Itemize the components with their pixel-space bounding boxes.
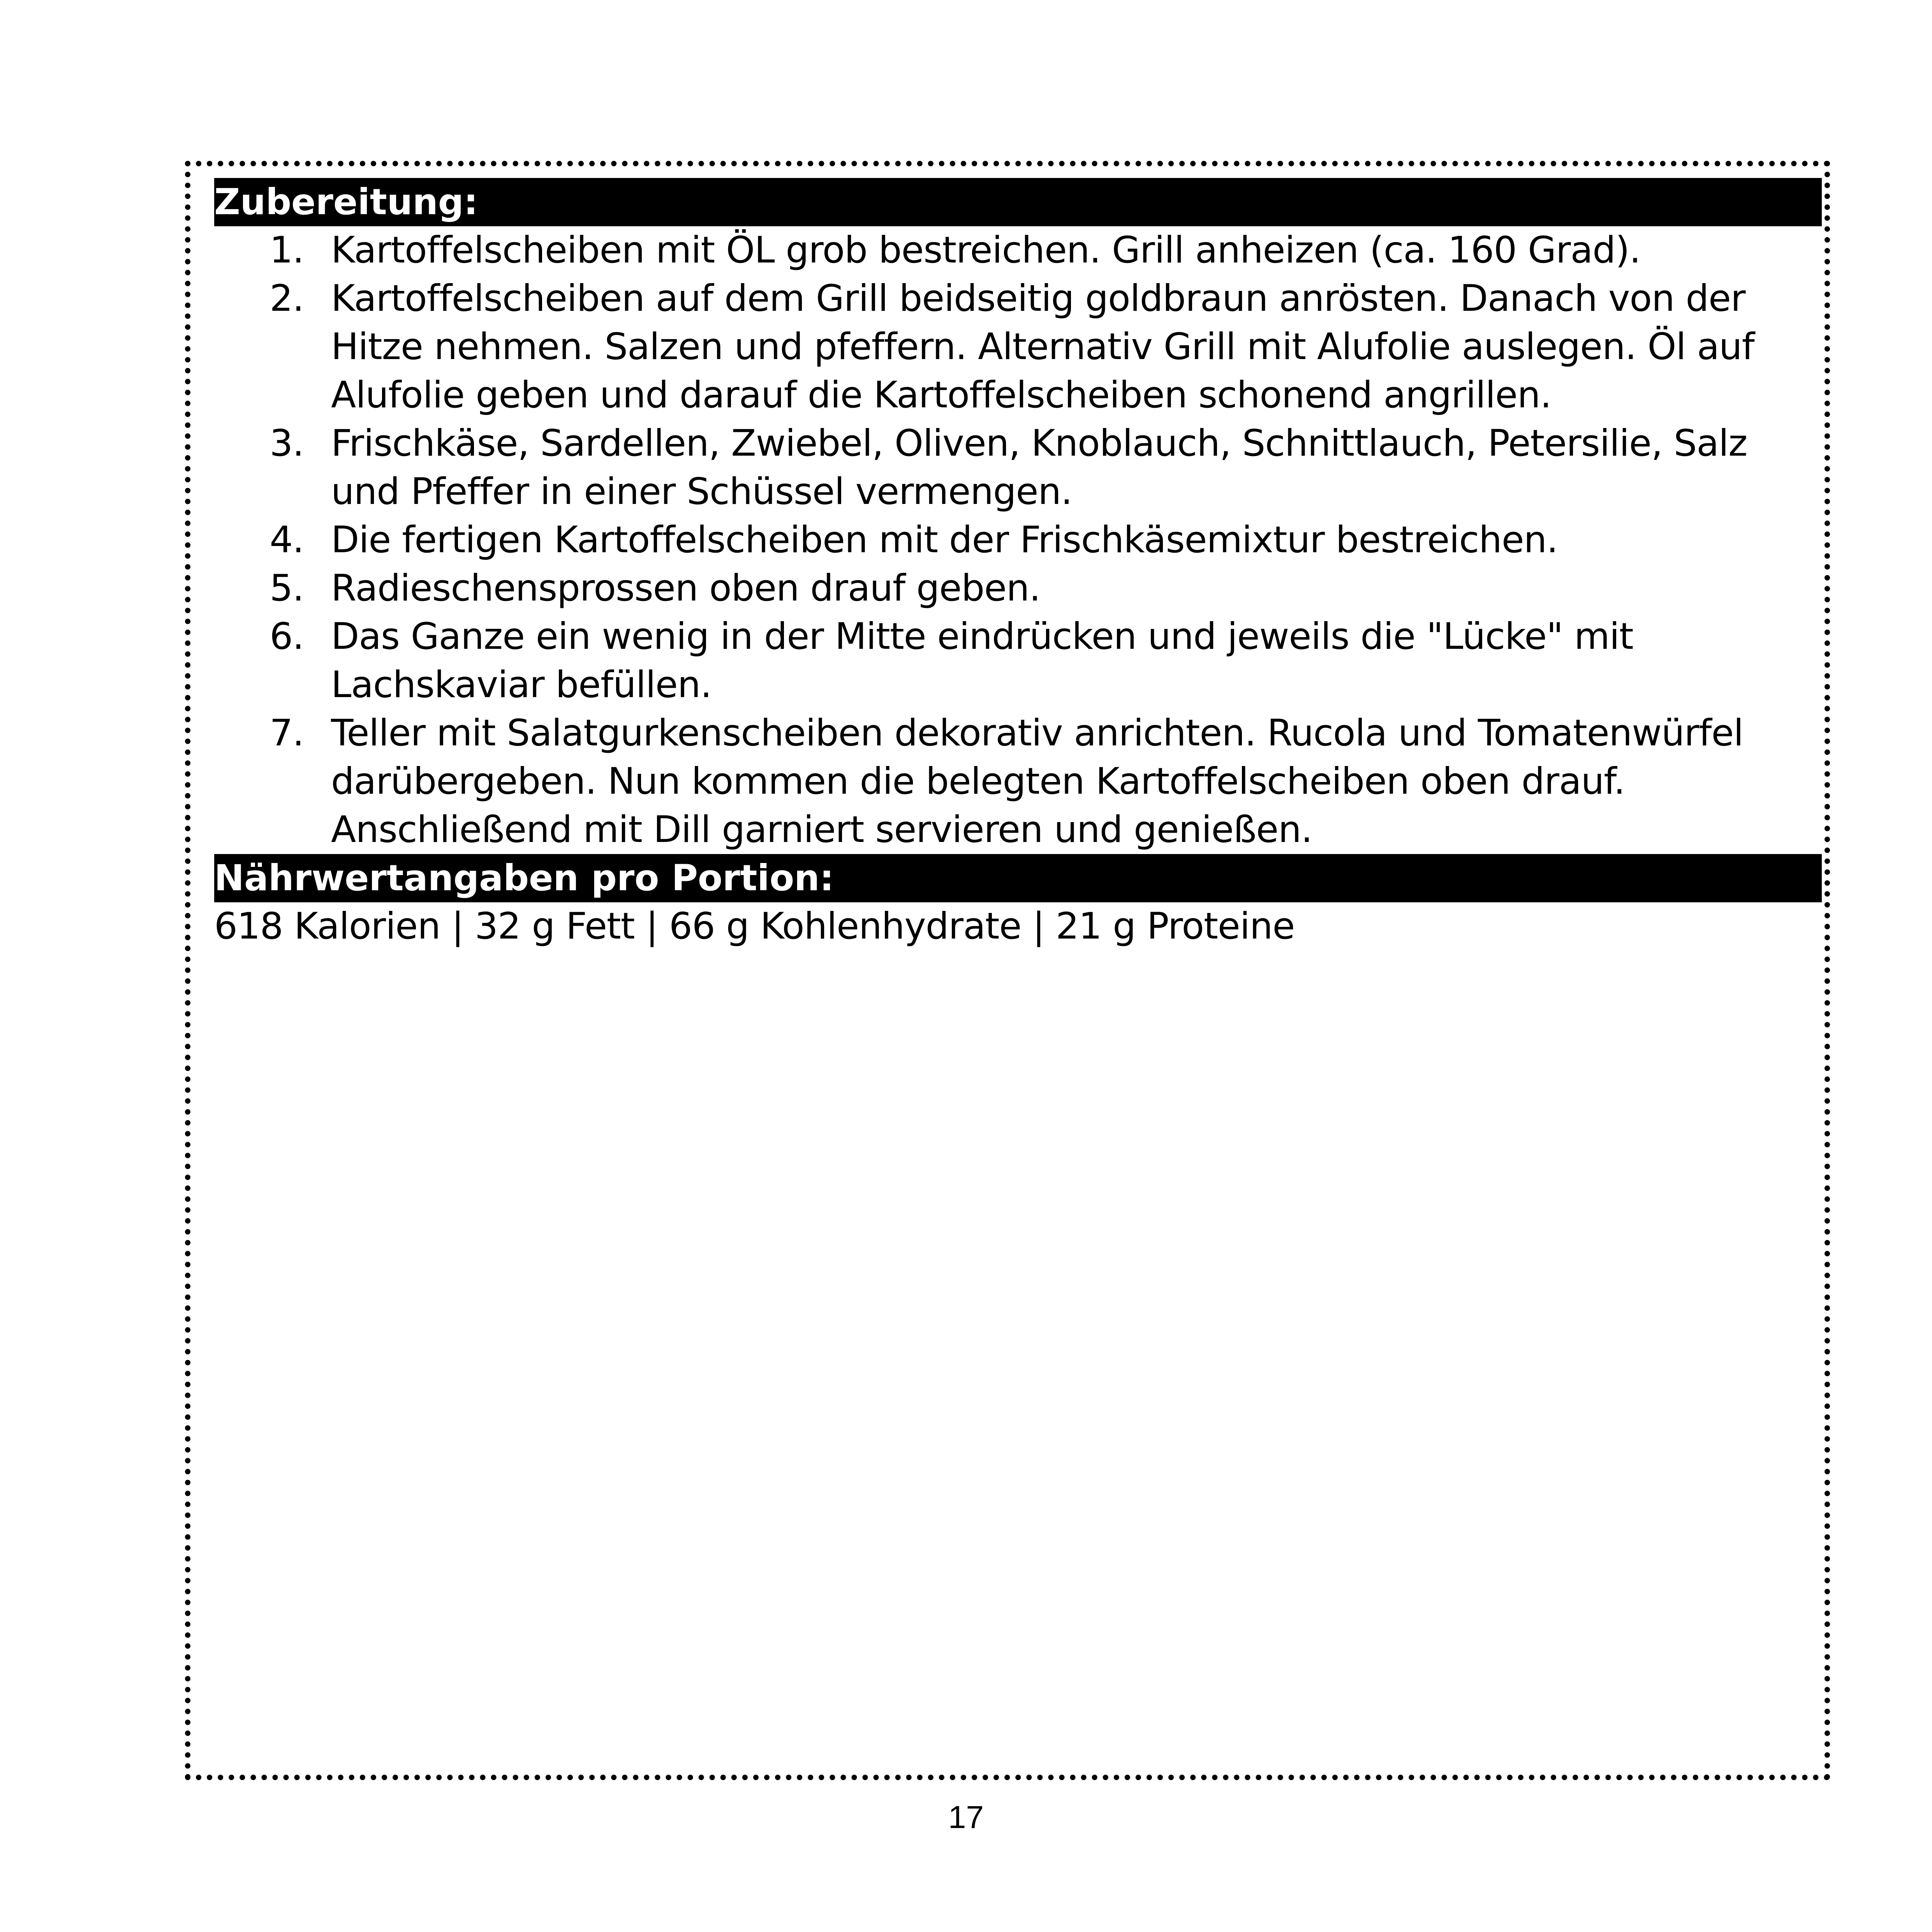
list-item	[214, 226, 1822, 275]
step-text: Kartoffelscheiben mit ÖL grob bestreichen. Grill anheizen (ca. 160 Grad).	[331, 229, 1641, 271]
step-text: Kartoffelscheiben auf dem Grill beidseitig goldbraun anrösten. Danach von der Hitze nehmen. Salzen und pfeffern. Alternativ Grill mit Alufolie auslegen. Öl auf Alufolie geben und darauf die Kartoffelscheiben schonend angrillen.	[331, 277, 1754, 416]
recipe-content	[214, 178, 1822, 951]
step-number: 6.	[269, 615, 304, 658]
list-item	[214, 564, 1822, 613]
zubereitung-heading: Zubereitung:	[214, 178, 1822, 226]
list-item	[214, 419, 1822, 516]
list-item	[214, 709, 1822, 854]
nutrition-facts: 618 Kalorien | 32 g Fett | 66 g Kohlenhydrate | 21 g Proteine	[214, 905, 1295, 948]
page-number: 17	[948, 1800, 984, 1835]
step-text: Die fertigen Kartoffelscheiben mit der Frischkäsemixtur bestreichen.	[331, 519, 1558, 561]
step-text: Radieschensprossen oben drauf geben.	[331, 567, 1041, 609]
step-text: Frischkäse, Sardellen, Zwiebel, Oliven, Knoblauch, Schnittlauch, Petersilie, Salz und Pfeffer in einer Schüssel vermengen.	[331, 422, 1747, 513]
naehrwerte-heading: Nährwertangaben pro Portion:	[214, 854, 1822, 902]
step-number: 4.	[269, 519, 304, 561]
step-text: Teller mit Salatgurkenscheiben dekorativ anrichten. Rucola und Tomatenwürfel darübergeben. Nun kommen die belegten Kartoffelscheiben oben drauf. Anschließend mit Dill garniert servieren und genießen.	[331, 712, 1744, 851]
step-number: 7.	[269, 712, 304, 754]
step-number: 2.	[269, 277, 304, 320]
step-number: 3.	[269, 422, 304, 465]
step-number: 5.	[269, 567, 304, 609]
list-item	[214, 275, 1822, 419]
step-text: Das Ganze ein wenig in der Mitte eindrücken und jeweils die "Lücke" mit Lachskaviar befüllen.	[331, 615, 1633, 706]
list-item	[214, 613, 1822, 709]
step-number: 1.	[269, 229, 304, 271]
list-item	[214, 516, 1822, 564]
preparation-steps-list	[214, 226, 1822, 854]
